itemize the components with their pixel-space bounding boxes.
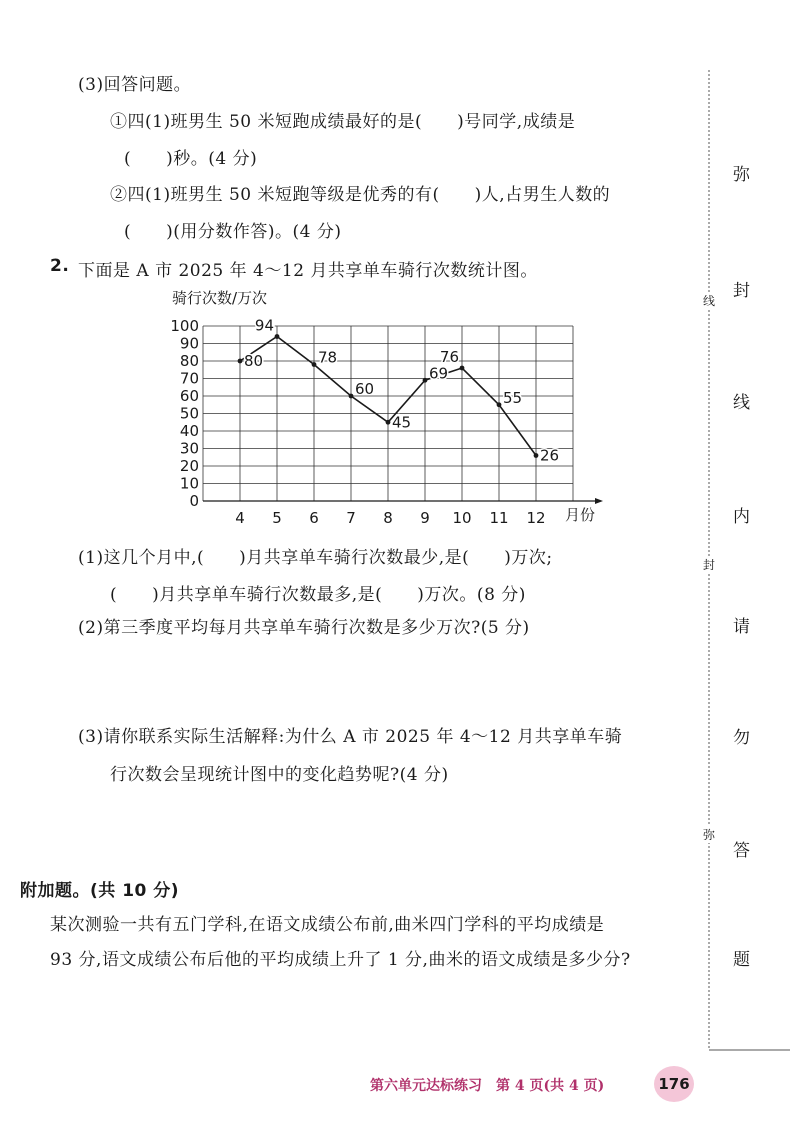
- chart-axes: [203, 498, 603, 504]
- data-point: [275, 334, 280, 339]
- bonus-heading: 附加题。(共 10 分): [20, 881, 180, 901]
- data-point: [349, 394, 354, 399]
- margin-char-5: 请: [733, 617, 750, 637]
- bonus-text-line2: 93 分,语文成绩公布后他的平均成绩上升了 1 分,曲米的语文成绩是多少分?: [50, 950, 631, 970]
- data-point: [386, 420, 391, 425]
- x-tick-label: 9: [420, 509, 430, 527]
- margin-char-4: 内: [733, 507, 750, 527]
- data-point: [312, 362, 317, 367]
- data-point: [460, 366, 465, 371]
- y-tick-label: 50: [179, 404, 199, 423]
- question-2-prompt: 下面是 A 市 2025 年 4～12 月共享单车骑行次数统计图。: [78, 261, 538, 281]
- x-tick-labels: [235, 509, 545, 527]
- margin-char-7: 答: [733, 841, 750, 861]
- footer-text: 第六单元达标练习 第 4 页(共 4 页): [370, 1078, 605, 1094]
- data-label: 69: [429, 364, 449, 383]
- x-tick-label: 11: [489, 509, 509, 527]
- y-tick-label: 60: [179, 387, 199, 405]
- data-point: [497, 402, 502, 407]
- margin-char-1: 弥: [733, 165, 750, 185]
- data-label: 26: [540, 446, 560, 465]
- data-label: 60: [355, 380, 375, 398]
- y-tick-label: 70: [179, 369, 199, 388]
- data-label: 55: [503, 388, 523, 407]
- page-number-badge: 176: [654, 1066, 694, 1102]
- x-tick-label: 4: [235, 509, 245, 527]
- y-tick-label: 100: [170, 317, 199, 335]
- x-tick-label: 12: [526, 509, 546, 527]
- y-tick-label: 10: [179, 474, 199, 493]
- y-tick-label: 20: [179, 457, 199, 475]
- q2-sub3-line1: (3)请你联系实际生活解释:为什么 A 市 2025 年 4～12 月共享单车骑: [78, 727, 623, 747]
- x-axis-arrow: [595, 498, 603, 504]
- q3-sub1-line2: ( )秒。(4 分): [124, 149, 258, 169]
- x-tick-label: 8: [383, 509, 393, 527]
- x-tick-label: 7: [346, 509, 356, 527]
- bonus-text-line1: 某次测验一共有五门学科,在语文成绩公布前,曲米四门学科的平均成绩是: [50, 915, 605, 935]
- data-point: [534, 453, 539, 458]
- data-label: 78: [318, 348, 338, 367]
- y-tick-label: 90: [179, 334, 199, 353]
- x-tick-label: 6: [309, 509, 319, 527]
- margin-char-8: 题: [733, 950, 750, 970]
- y-tick-label: 80: [179, 352, 199, 370]
- y-tick-labels: [170, 317, 199, 510]
- q2-sub1-line2: ( )月共享单车骑行次数最多,是( )万次。(8 分): [110, 585, 526, 605]
- data-label: 80: [244, 352, 264, 370]
- q2-sub3-line2: 行次数会呈现统计图中的变化趋势呢?(4 分): [110, 765, 449, 785]
- y-tick-label: 0: [189, 492, 199, 510]
- y-axis-label: 骑行次数/万次: [172, 289, 268, 307]
- seal-label-2: 封: [703, 558, 716, 572]
- q2-sub2: (2)第三季度平均每月共享单车骑行次数是多少万次?(5 分): [78, 618, 530, 638]
- data-label: 45: [392, 413, 412, 432]
- x-axis-label: 月份: [565, 506, 596, 524]
- data-label: 76: [439, 348, 459, 366]
- margin-char-6: 勿: [733, 728, 750, 748]
- x-tick-label: 10: [452, 509, 472, 527]
- line-chart: [160, 285, 610, 530]
- seal-label-3: 弥: [703, 828, 716, 842]
- q3-sub2-line1: ②四(1)班男生 50 米短跑等级是优秀的有( )人,占男生人数的: [110, 185, 611, 205]
- margin-char-3: 线: [733, 393, 750, 413]
- q3-sub1-line1: ①四(1)班男生 50 米短跑成绩最好的是( )号同学,成绩是: [110, 112, 576, 132]
- data-point: [238, 359, 243, 364]
- q3-sub2-line2: ( )(用分数作答)。(4 分): [124, 222, 342, 242]
- margin-char-2: 封: [733, 281, 750, 301]
- data-point: [423, 378, 428, 383]
- data-labels: [244, 317, 559, 465]
- data-label: 94: [254, 316, 274, 335]
- y-tick-label: 30: [179, 439, 199, 458]
- seal-label-1: 线: [703, 294, 716, 308]
- x-tick-label: 5: [272, 509, 282, 527]
- q3-heading: (3)回答问题。: [78, 75, 192, 95]
- q2-sub1-line1: (1)这几个月中,( )月共享单车骑行次数最少,是( )万次;: [78, 548, 553, 568]
- question-2-number: 2.: [50, 256, 70, 276]
- y-tick-label: 40: [179, 422, 199, 440]
